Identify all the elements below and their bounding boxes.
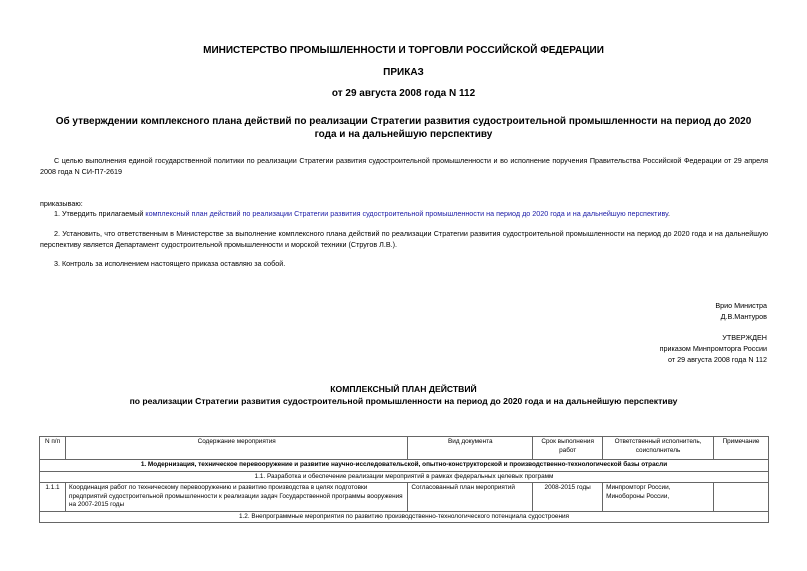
section-row [40, 460, 769, 472]
approval-line-1: УТВЕРЖДЕН [722, 333, 767, 342]
subsection-row [40, 511, 769, 523]
column-header-responsible: Ответственный исполнитель, соисполнитель [603, 437, 714, 460]
row-doc-type: Согласованный план мероприятий [408, 483, 533, 512]
approval-line-2: приказом Минпромторга России [659, 344, 767, 353]
section-1-title: 1. Модернизация, техническое перевооружение и развитие научно-исследовательской, опытно-конструкторской и производственно-технологической базы отрасли [40, 460, 769, 472]
subsection-1-1-title: 1.1. Разработка и обеспечение реализации мероприятий в рамках федеральных целевых программ [40, 471, 769, 483]
plan-link[interactable]: комплексный план действий по реализации Стратегии развития судостроительной промышленности на период до 2020 года и на дальнейшую перспективу [145, 209, 669, 218]
document-date-number: от 29 августа 2008 года N 112 [331, 88, 476, 99]
order-word: приказываю: [40, 199, 83, 208]
table-row [40, 483, 769, 512]
row-content: Координация работ по техническому перевооружению и развитию производства в целях подготовки предприятий судостроительной промышленности к реализации задач Государственной программы вооружения на 2007-2015 годы [65, 483, 407, 512]
order-item-3: 3. Контроль за исполнением настоящего приказа оставляю за собой. [54, 259, 286, 268]
column-header-doc-type: Вид документа [408, 437, 533, 460]
subsection-1-2-title: 1.2. Внепрограммные мероприятия по развитию производственно-технологического потенциала судостроения [40, 511, 769, 523]
column-header-content: Содержание мероприятия [65, 437, 407, 460]
plan-title-line-2: по реализации Стратегии развития судостроительной промышленности на период до 2020 года и на дальнейшую перспективу [129, 396, 678, 406]
column-header-note: Примечание [713, 437, 768, 460]
signature-position: Врио Министра [715, 301, 767, 310]
table-header-row [40, 437, 769, 460]
column-header-deadline: Срок выполнения работ [533, 437, 603, 460]
row-number: 1.1.1 [40, 483, 66, 512]
approval-block [467, 332, 767, 365]
plan-title-line-1: КОМПЛЕКСНЫЙ ПЛАН ДЕЙСТВИЙ [330, 384, 477, 394]
column-header-number: N п/п [40, 437, 66, 460]
approval-line-3: от 29 августа 2008 года N 112 [668, 355, 767, 364]
order-item-1 [40, 208, 768, 219]
order-item-1-suffix: . [668, 209, 671, 218]
signature-block [467, 300, 767, 322]
document-type-heading: ПРИКАЗ [383, 67, 424, 78]
signature-name: Д.В.Мантуров [720, 312, 767, 321]
intro-paragraph: С целью выполнения единой государственной политики по реализации Стратегии развития судостроительной промышленности и во исполнение поручения Правительства Российской Федерации от 29 апреля 2008 года N СИ-П7-2619 [40, 156, 768, 176]
plan-table [39, 436, 769, 523]
ministry-heading: МИНИСТЕРСТВО ПРОМЫШЛЕННОСТИ И ТОРГОВЛИ РОССИЙСКОЙ ФЕДЕРАЦИИ [203, 45, 604, 56]
plan-title [0, 383, 807, 407]
row-note [713, 483, 768, 512]
document-subject: Об утверждении комплексного плана действий по реализации Стратегии развития судостроительной промышленности на период до 2020 года и на дальнейшую перспективу [55, 116, 752, 140]
row-deadline: 2008-2015 годы [533, 483, 603, 512]
order-item-2: 2. Установить, что ответственным в Министерстве за выполнение комплексного плана действий по реализации Стратегии развития судостроительной промышленности на период до 2020 года и на дальнейшую перспективу является Департамент судостроительной промышленности и морской техники (Стругов Л.В.). [40, 229, 768, 249]
order-item-1-prefix: 1. Утвердить прилагаемый [54, 209, 146, 218]
subsection-row [40, 471, 769, 483]
row-responsible: Минпромторг России, Минобороны России, [603, 483, 714, 512]
